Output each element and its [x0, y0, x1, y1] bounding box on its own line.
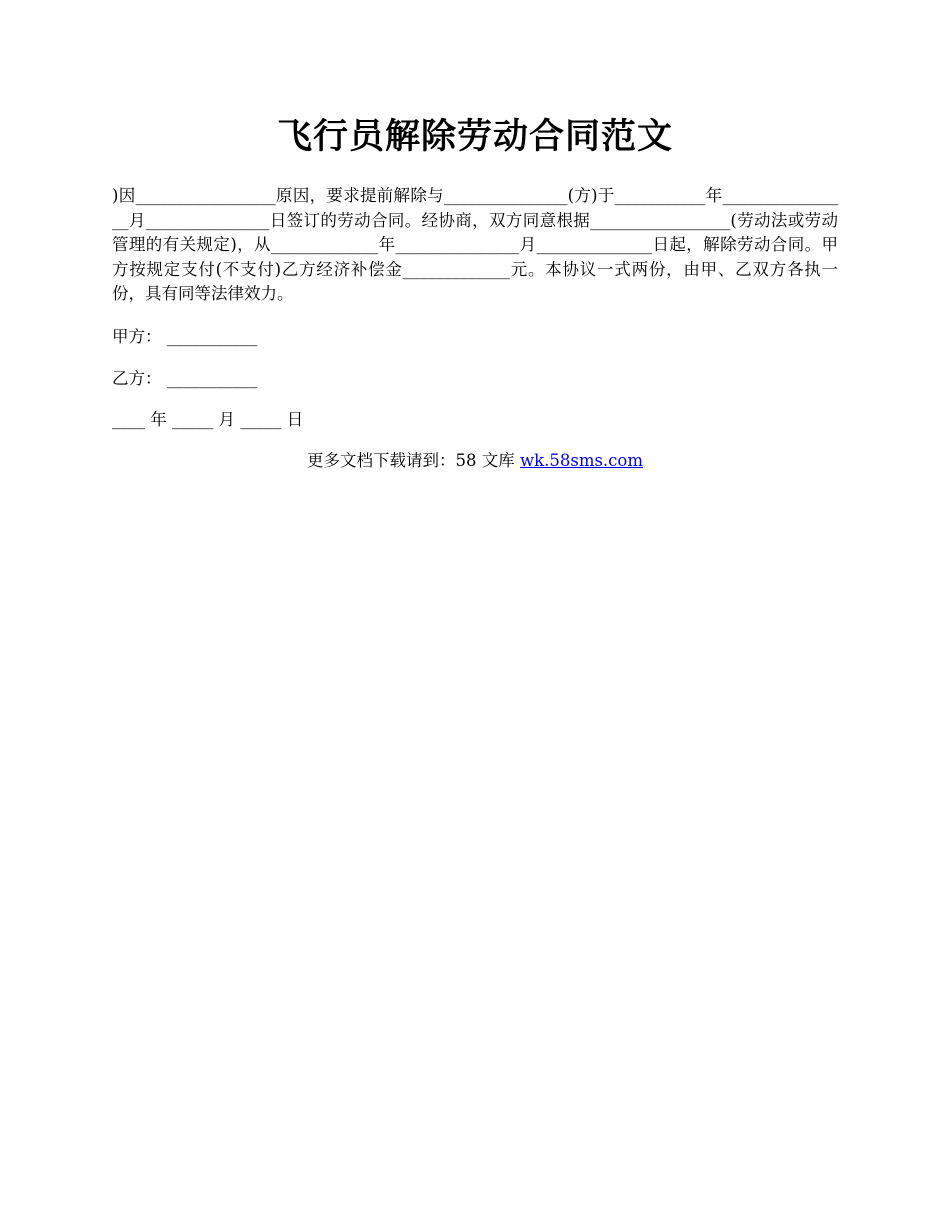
signing-date: ____ 年 _____ 月 _____ 日 [112, 409, 304, 429]
download-footer [112, 450, 838, 472]
page-title: 飞行员解除劳动合同范文 [276, 116, 673, 157]
footer-text: 更多文档下载请到：58 文库 [306, 450, 520, 470]
contract-body: )因_________________原因，要求提前解除与_______________(方)于___________年________________月_______________日签订的劳动合同。经协商，双方同意根据_________________(劳动法或劳动管理的有关规定)，从_____________年_______________月______________日起，解除劳动合同。甲方按规定支付(不支付)乙方经济补偿金_____________元。本协议一式两份，由甲、乙双方各执一份，具有同等法律效力。 [112, 186, 838, 303]
footer-link[interactable]: wk.58sms.com [519, 450, 643, 470]
party-b-signature: 乙方： ___________ [112, 368, 258, 388]
party-a-signature: 甲方： ___________ [112, 326, 258, 346]
